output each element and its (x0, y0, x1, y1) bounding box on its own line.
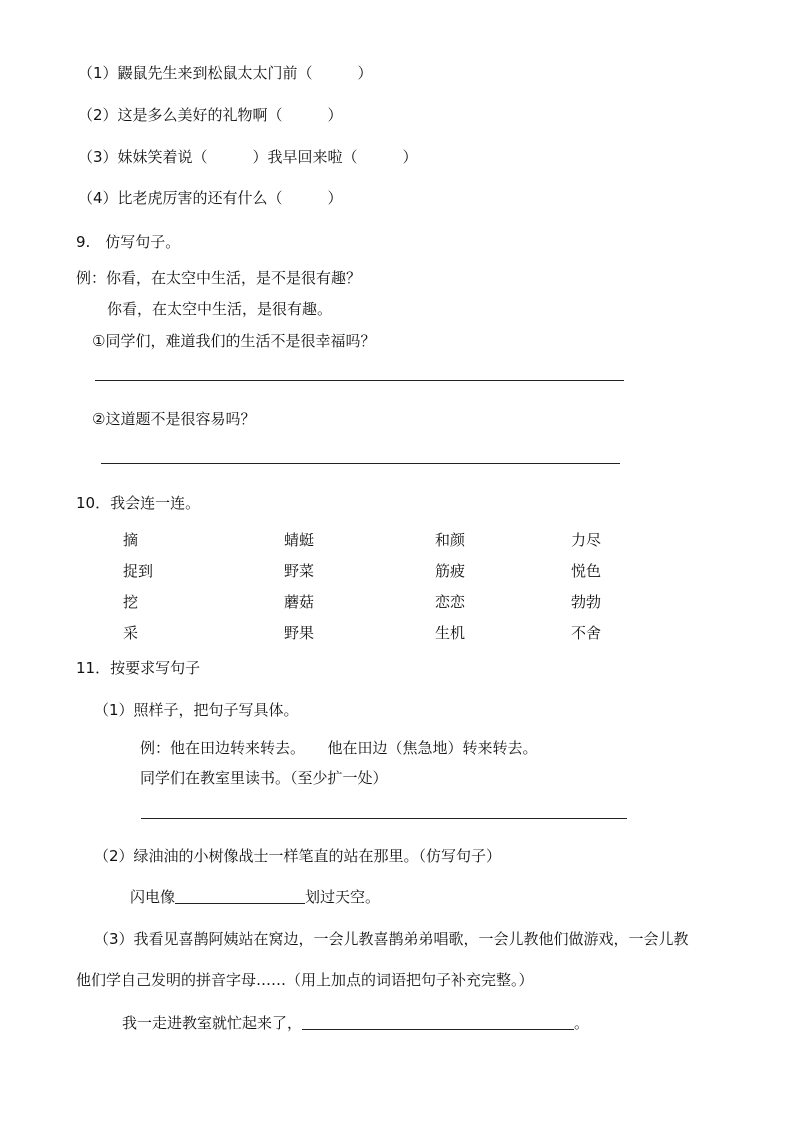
q10-word[interactable]: 采 (123, 624, 139, 642)
q11-sub2-title: （2）绿油油的小树像战士一样笔直的站在那里。（仿写句子） (94, 847, 502, 865)
q11-sub3-blank[interactable] (302, 1015, 574, 1030)
q10-word[interactable]: 摘 (123, 531, 139, 549)
q10-word[interactable]: 和颜 (435, 531, 466, 549)
q10-word[interactable]: 筋疲 (435, 562, 466, 580)
q10-word[interactable]: 不舍 (571, 624, 602, 642)
q9-answer-line-2[interactable] (101, 463, 620, 464)
q11-sub1-prompt: 同学们在教室里读书。（至少扩一处） (140, 769, 388, 787)
q10-word[interactable]: 力尽 (571, 531, 602, 549)
q10-word[interactable]: 挖 (123, 593, 139, 611)
q11-sub2-blank[interactable] (175, 889, 305, 904)
q10-word[interactable]: 蘑菇 (284, 593, 315, 611)
q11-sub3-line2: 他们学自己发明的拼音字母……（用上加点的词语把句子补充完整。） (76, 971, 534, 989)
q11-sub1-title: （1）照样子，把句子写具体。 (94, 701, 299, 719)
q10-title: 10．我会连一连。 (76, 494, 201, 512)
q10-word[interactable]: 蜻蜓 (284, 531, 315, 549)
q11-title: 11．按要求写句子 (76, 659, 201, 677)
q9-example-line1: 例：你看，在太空中生活，是不是很有趣？ (76, 269, 362, 287)
q10-word[interactable]: 捉到 (123, 562, 154, 580)
q9-answer-line-1[interactable] (95, 380, 624, 381)
q9-item-2: ②这道题不是很容易吗？ (92, 410, 256, 428)
q11-sub3-fill (122, 1013, 589, 1033)
q9-item-1: ①同学们，难道我们的生活不是很幸福吗？ (92, 332, 376, 350)
q11-sub2-suffix: 划过天空。 (305, 888, 381, 906)
q11-sub3-prefix: 我一走进教室就忙起来了， (122, 1014, 303, 1032)
q11-sub3-line1: （3）我看见喜鹊阿姨站在窝边，一会儿教喜鹊弟弟唱歌，一会儿教他们做游戏，一会儿教 (94, 930, 689, 948)
q8-item-4: （4）比老虎厉害的还有什么（ ） (78, 189, 343, 207)
q10-word[interactable]: 恋恋 (435, 593, 466, 611)
q10-word[interactable]: 勃勃 (571, 593, 602, 611)
q10-word[interactable]: 悦色 (571, 562, 602, 580)
q9-example-line2: 你看，在太空中生活，是很有趣。 (107, 300, 333, 318)
q11-sub1-answer-line[interactable] (141, 818, 627, 819)
q10-word[interactable]: 野菜 (284, 562, 315, 580)
q9-title: 9. 仿写句子。 (76, 233, 181, 251)
q8-item-1: （1）鼹鼠先生来到松鼠太太门前（ ） (78, 64, 373, 82)
q11-sub2-fill (130, 887, 380, 907)
q11-sub1-example: 例：他在田边转来转去。 他在田边（焦急地）转来转去。 (140, 739, 538, 757)
q11-sub2-prefix: 闪电像 (130, 888, 176, 906)
q11-sub3-suffix: 。 (574, 1014, 590, 1032)
q8-item-2: （2）这是多么美好的礼物啊（ ） (78, 106, 343, 124)
q10-word[interactable]: 野果 (284, 624, 315, 642)
q8-item-3: （3）妹妹笑着说（ ）我早回来啦（ ） (78, 148, 418, 166)
q10-word[interactable]: 生机 (435, 624, 466, 642)
